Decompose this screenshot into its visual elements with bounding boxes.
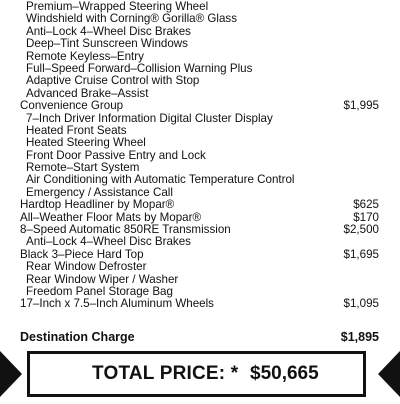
- item-label: Emergency / Assistance Call: [26, 185, 173, 199]
- item-label: 8–Speed Automatic 850RE Transmission: [20, 223, 231, 237]
- destination-charge-price: $1,895: [340, 330, 379, 344]
- item-label: Freedom Panel Storage Bag: [26, 284, 173, 298]
- item-price: $170: [353, 210, 379, 224]
- item-label: Heated Steering Wheel: [26, 136, 146, 150]
- item-label: Advanced Brake–Assist: [26, 86, 149, 100]
- item-label: Premium–Wrapped Steering Wheel: [26, 0, 209, 13]
- destination-charge-row: [20, 329, 380, 345]
- item-label: Anti–Lock 4–Wheel Disc Brakes: [26, 24, 191, 38]
- item-price: $1,995: [343, 99, 379, 113]
- list-item: [20, 100, 380, 112]
- item-label: Convenience Group: [20, 99, 124, 113]
- item-label: 17–Inch x 7.5–Inch Aluminum Wheels: [20, 297, 214, 311]
- item-price: $1,695: [343, 247, 379, 261]
- item-label: Anti–Lock 4–Wheel Disc Brakes: [26, 235, 191, 249]
- item-label: Adaptive Cruise Control with Stop: [26, 74, 200, 88]
- item-price: $1,095: [343, 297, 379, 311]
- item-label: Front Door Passive Entry and Lock: [26, 148, 206, 162]
- destination-charge-label: Destination Charge: [20, 330, 135, 344]
- item-label: Rear Window Wiper / Washer: [26, 272, 179, 286]
- list-item: [20, 174, 380, 186]
- right-arrow-icon: [378, 351, 400, 397]
- item-label: Remote Keyless–Entry: [26, 49, 144, 63]
- item-label: All–Weather Floor Mats by Mopar®: [20, 210, 202, 224]
- item-price: $2,500: [343, 223, 379, 237]
- total-price-value: $50,665: [250, 363, 319, 384]
- list-item: [20, 236, 380, 248]
- item-label: Deep–Tint Sunscreen Windows: [26, 37, 188, 51]
- item-label: Air Conditioning with Automatic Temperature Control: [26, 173, 295, 187]
- item-label: Heated Front Seats: [26, 123, 127, 137]
- item-label: Rear Window Defroster: [26, 260, 147, 274]
- left-arrow-icon: [0, 351, 22, 397]
- item-label: Full–Speed Forward–Collision Warning Plus: [26, 61, 253, 75]
- option-list: [20, 1, 380, 311]
- item-label: Remote–Start System: [26, 161, 140, 175]
- list-item: [20, 199, 380, 211]
- item-price: $625: [353, 198, 379, 212]
- list-item: [20, 38, 380, 50]
- item-label: Hardtop Headliner by Mopar®: [20, 198, 175, 212]
- list-item: [20, 13, 380, 25]
- list-item: [20, 137, 380, 149]
- list-item: [20, 298, 380, 310]
- item-label: Windshield with Corning® Gorilla® Glass: [26, 12, 238, 26]
- item-label: 7–Inch Driver Information Digital Cluster Display: [26, 111, 273, 125]
- total-price-label: TOTAL PRICE: *: [92, 363, 239, 384]
- list-item: [20, 75, 380, 87]
- item-label: Black 3–Piece Hard Top: [20, 247, 144, 261]
- list-item: [20, 261, 380, 273]
- total-price-box: [27, 351, 366, 397]
